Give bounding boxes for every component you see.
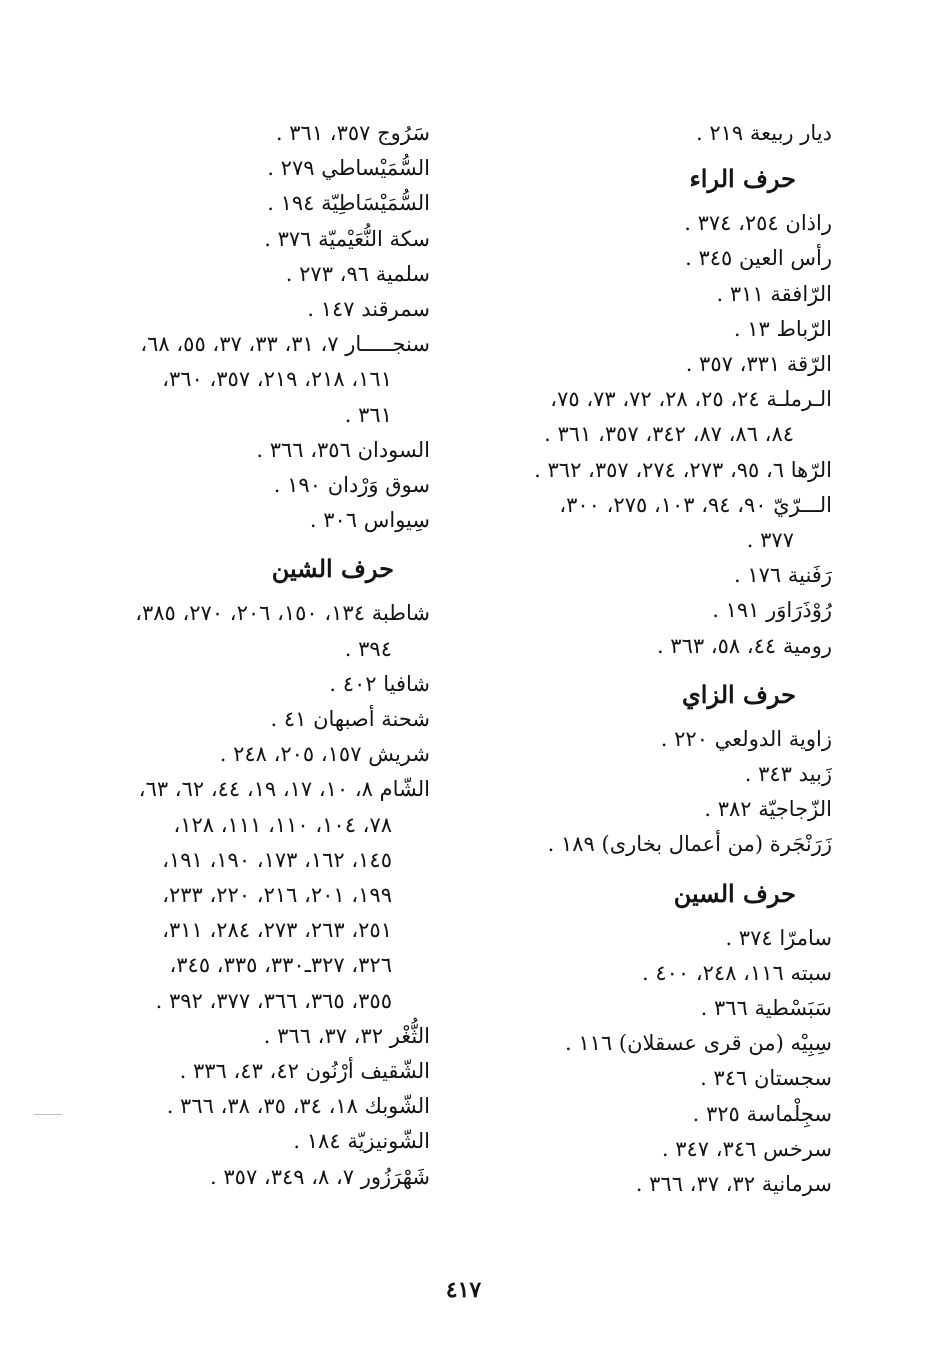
index-entry: الـــرّيّ ٩٠، ٩٤، ١٠٣، ٢٧٥، ٣٠٠، ٣٧٧ .: [559, 492, 832, 553]
section-heading-ra: حرف الراء: [689, 164, 796, 194]
index-entry: سرمانية ٣٢، ٣٧، ٣٦٦ .: [635, 1172, 832, 1197]
scan-margin-mark: [34, 1114, 62, 1115]
index-entry: السُّمَيْساطي ٢٧٩ .: [267, 156, 430, 181]
index-entry: سَبَسْطية ٣٦٦ .: [700, 996, 832, 1021]
index-entry: سرخس ٣٤٦، ٣٤٧ .: [661, 1136, 832, 1161]
index-entry: سجستان ٣٤٦ .: [700, 1066, 832, 1091]
index-entry: سمرقند ١٤٧ .: [307, 297, 430, 322]
index-entry: سكة النُّعَيْميّة ٣٧٦ .: [264, 226, 430, 251]
index-entry: الشّقيف أرْنُون ٤٢، ٤٣، ٣٣٦ .: [179, 1059, 430, 1084]
index-entry: شافيا ٤٠٢ .: [329, 671, 430, 696]
left-column: [80, 116, 430, 1195]
index-entry: سلمية ٩٦، ٢٧٣ .: [285, 261, 430, 286]
index-entry: ديار ربيعة ٢١٩ .: [695, 121, 832, 145]
index-entry: سوق وَرْدان ١٩٠ .: [273, 473, 430, 498]
index-entry: زاوية الدولعي ٢٢٠ .: [660, 726, 832, 751]
index-entry: الرّافقة ٣١١ .: [716, 281, 832, 306]
section-heading-shin: حرف الشين: [271, 554, 394, 584]
index-entry: الرّها ٦، ٩٥، ٢٧٣، ٢٧٤، ٣٥٧، ٣٦٢ .: [534, 457, 832, 482]
index-entry: السودان ٣٥٦، ٣٦٦ .: [256, 437, 430, 462]
index-entry: سِيواس ٣٠٦ .: [309, 508, 430, 533]
index-entry: رَفَنية ١٧٦ .: [733, 563, 832, 588]
index-entry: رُوْذَرَاوَر ١٩١ .: [712, 598, 832, 623]
index-entry: شاطبة ١٣٤، ١٥٠، ٢٠٦، ٢٧٠، ٣٨٥، ٣٩٤ .: [135, 601, 430, 661]
index-entry: سِبِيْه (من قرى عسقلان) ١١٦ .: [565, 1031, 832, 1056]
section-heading-sin: حرف السين: [673, 878, 796, 908]
index-entry: سَرُوج ٣٥٧، ٣٦١ .: [275, 121, 430, 145]
index-entry: راذان ٢٥٤، ٣٧٤ .: [684, 211, 832, 236]
index-entry: الشّام ٨، ١٠، ١٧، ١٩، ٤٤، ٦٢، ٦٣، ٧٨، ١٠٤، ١١٠، ١١١، ١٢٨، ١٤٥، ١٦٢، ١٧٣، ١٩٠، ١٩١، ١٩٩، ٢٠١، ٢١٦، ٢٢٠، ٢٣٣، ٢٥١، ٢٦٣، ٢٧٣، ٢٨٤، ٣١١، ٣٢٦، ٣٢٧ـ٣٣٠، ٣٣٥، ٣٤٥، ٣٥٥، ٣٦٥، ٣٦٦، ٣٧٧، ٣٩٢ .: [138, 777, 430, 1013]
index-entry: سبته ١١٦، ٢٤٨، ٤٠٠ .: [641, 960, 832, 985]
right-column: [472, 116, 832, 1202]
index-entry: الشّونيزيّة ١٨٤ .: [293, 1129, 430, 1154]
index-entry: شريش ١٥٧، ٢٠٥، ٢٤٨ .: [219, 742, 430, 767]
index-entry: الرّباط ١٣ .: [733, 316, 832, 341]
index-entry: رأس العين ٣٤٥ .: [685, 246, 832, 271]
page-number: ٤١٧: [445, 1277, 482, 1303]
index-entry: السُّمَيْسَاطِيّة ١٩٤ .: [267, 191, 430, 216]
index-entry: الـرملـة ٢٤، ٢٥، ٢٨، ٧٢، ٧٣، ٧٥، ٨٤، ٨٦، ٨٧، ٣٤٢، ٣٥٧، ٣٦١ .: [544, 387, 832, 447]
index-entry: سنجـــــار ٧، ٣١، ٣٣، ٣٧، ٥٥، ٦٨، ١٦١، ٢١٨، ٢١٩، ٣٥٧، ٣٦٠، ٣٦١ .: [140, 332, 430, 427]
index-entry: سجِلْماسة ٣٢٥ .: [692, 1101, 832, 1126]
index-entry: الزّجاجيّة ٣٨٢ .: [704, 797, 832, 822]
index-entry: زَبيد ٣٤٣ .: [744, 762, 832, 787]
index-entry: الثُّغْر ٣٢، ٣٧، ٣٦٦ .: [263, 1023, 430, 1048]
index-entry: شَهْرَزُور ٧، ٨، ٣٤٩، ٣٥٧ .: [210, 1164, 430, 1189]
index-entry: الرّقة ٣٣١، ٣٥٧ .: [685, 352, 832, 377]
index-entry: الشّوبك ١٨، ٣٤، ٣٥، ٣٨، ٣٦٦ .: [166, 1094, 430, 1119]
index-entry: سامرّا ٣٧٤ .: [725, 925, 832, 950]
index-entry: رومية ٤٤، ٥٨، ٣٦٣ .: [656, 633, 832, 658]
index-entry: زَرَنْجَرة (من أعمال بخارى) ١٨٩ .: [547, 832, 832, 857]
section-heading-zay: حرف الزاي: [682, 679, 796, 709]
index-entry: شحنة أصبهان ٤١ .: [270, 707, 430, 732]
